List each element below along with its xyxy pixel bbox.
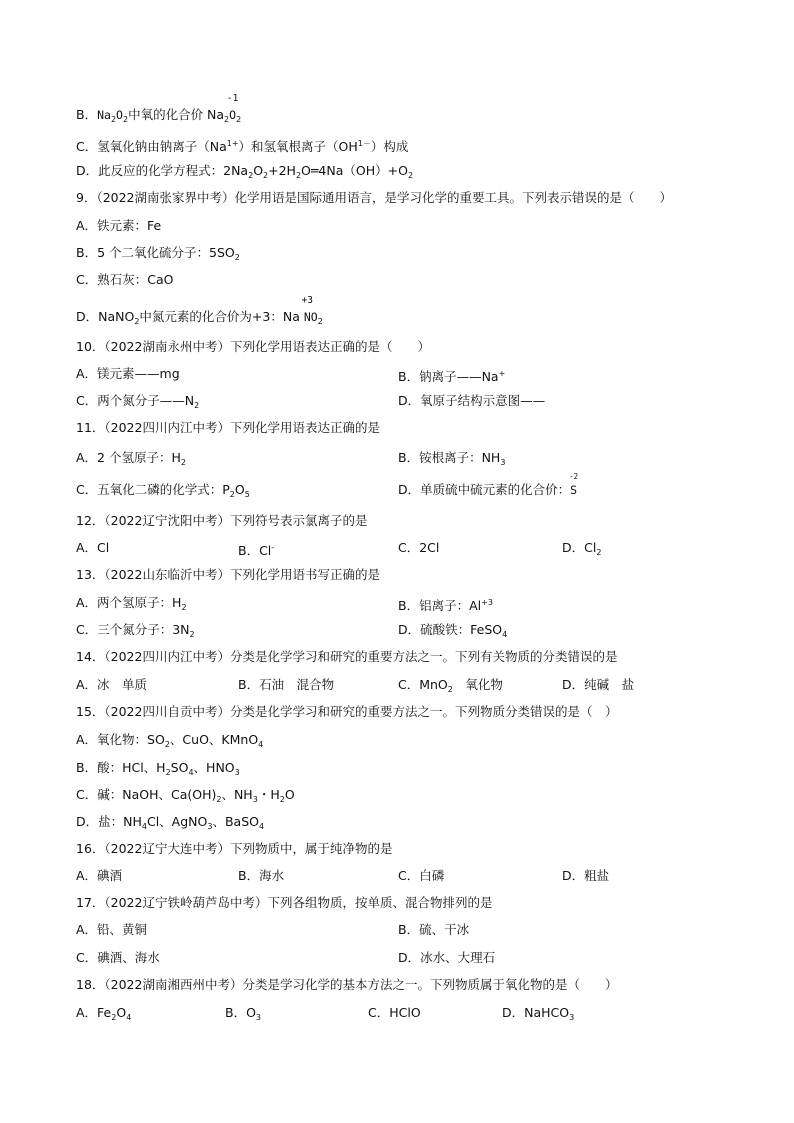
q8-option-b: B．$Na_2O_2$中氧的化合价 $Na_2$ -1 $O_2$ (76, 93, 242, 124)
q17-option-d: D．冰水、大理石 (398, 950, 496, 965)
q18-option-c: C．HClO (368, 1005, 421, 1020)
q15-option-b: B．酸：HCl、$H_2SO_4$、$HNO_3$ (76, 760, 240, 777)
q8-option-d: D．此反应的化学方程式：$2Na_2O_2+2H_2O═4Na(OH)+O_2$ (76, 163, 414, 180)
q18-option-b: B．$O_3$ (225, 1005, 262, 1022)
q14-option-c: C．MnO$_2$ 氧化物 (398, 677, 503, 694)
q12-option-b: B．Cl- (238, 543, 275, 558)
q11-option-a: A．2 个氢原子：$H_2$ (76, 450, 186, 467)
q16-option-b: B．海水 (238, 868, 285, 883)
q12-option-c: C．2Cl (398, 540, 440, 555)
q14-option-d: D．纯碱 盐 (562, 677, 635, 692)
q14-option-a: A．冰 单质 (76, 677, 148, 692)
q13-option-a: A．两个氢原子：$H_2$ (76, 595, 187, 612)
q11-stem: 11．（2022四川内江中考）下列化学用语表达正确的是 (76, 420, 380, 435)
q15-option-a: A．氧化物：$SO_2$、CuO、KMnO$_4$ (76, 732, 264, 749)
q15-option-d: D．盐：$NH_4Cl$、AgNO$_3$、BaSO$_4$ (76, 814, 265, 831)
q15-option-c: C．碱：NaOH、$Ca(OH)_2$、$NH_3$・$H_2O$ (76, 787, 295, 804)
q13-option-c: C．三个氮分子：$3N_2$ (76, 622, 195, 639)
q9-option-c: C．熟石灰：CaO (76, 272, 174, 287)
q16-option-d: D．粗盐 (562, 868, 610, 883)
q18-stem: 18．（2022湖南湘西州中考）分类是学习化学的基本方法之一。下列物质属于氧化物的是（ ） (76, 977, 618, 992)
q17-option-c: C．碘酒、海水 (76, 950, 160, 965)
q16-stem: 16．（2022辽宁大连中考）下列物质中，属于纯净物的是 (76, 841, 393, 856)
q8-option-c: C．氢氧化钠由钠离子$(Na^{1+})$和氢氧根离子$(OH^{1-})$构成 (76, 139, 409, 154)
q12-option-d: D．$Cl_2$ (562, 540, 602, 557)
q12-option-a: A．Cl (76, 540, 110, 555)
q10-option-b: B．钠离子——Na+ (398, 369, 506, 384)
q16-option-a: A．碘酒 (76, 868, 123, 883)
q9-option-b: B．5 个二氧化硫分子：$5SO_2$ (76, 245, 240, 262)
q13-stem: 13．（2022山东临沂中考）下列化学用语书写正确的是 (76, 567, 380, 582)
q15-stem: 15．（2022四川自贡中考）分类是化学学习和研究的重要方法之一。下列物质分类错误的是（ ） (76, 704, 618, 719)
q9-option-d: D．NaNO$_2$中氮元素的化合价为+3：Na +3 $NO_2$ (76, 295, 323, 326)
q17-option-a: A．铅、黄铜 (76, 922, 148, 937)
q18-option-d: D．NaHCO$_3$ (502, 1005, 575, 1022)
q10-stem: 10．（2022湖南永州中考）下列化学用语表达正确的是（ ） (76, 339, 430, 354)
q9-option-a: A．铁元素：Fe (76, 218, 162, 233)
q16-option-c: C．白磷 (398, 868, 445, 883)
q10-option-a: A．镁元素——mg (76, 366, 180, 381)
q11-option-b: B．铵根离子：$NH_3$ (398, 450, 506, 467)
q9-stem: 9．（2022湖南张家界中考）化学用语是国际通用语言，是学习化学的重要工具。下列表示错误的是（ ） (76, 190, 673, 205)
q18-option-a: A．$Fe_2O_4$ (76, 1005, 132, 1022)
q13-option-d: D．硫酸铁：FeSO$_4$ (398, 622, 508, 639)
q10-option-d: D．氧原子结构示意图—— (398, 393, 546, 408)
q17-option-b: B．硫、干冰 (398, 922, 470, 937)
q11-option-c: C．五氧化二磷的化学式：$P_2O_5$ (76, 482, 250, 499)
q11-option-d: D．单质硫中硫元素的化合价： -2 S (398, 472, 579, 497)
q13-option-b: B．铝离子：$Al^{+3}$ (398, 598, 493, 613)
q10-option-c: C．两个氮分子$——N_2$ (76, 393, 200, 410)
q12-stem: 12．（2022辽宁沈阳中考）下列符号表示氯离子的是 (76, 513, 368, 528)
q14-option-b: B．石油 混合物 (238, 677, 335, 692)
q17-stem: 17．（2022辽宁铁岭葫芦岛中考）下列各组物质，按单质、混合物排列的是 (76, 895, 493, 910)
q14-stem: 14．（2022四川内江中考）分类是化学学习和研究的重要方法之一。下列有关物质的分类错误的是 (76, 649, 618, 664)
